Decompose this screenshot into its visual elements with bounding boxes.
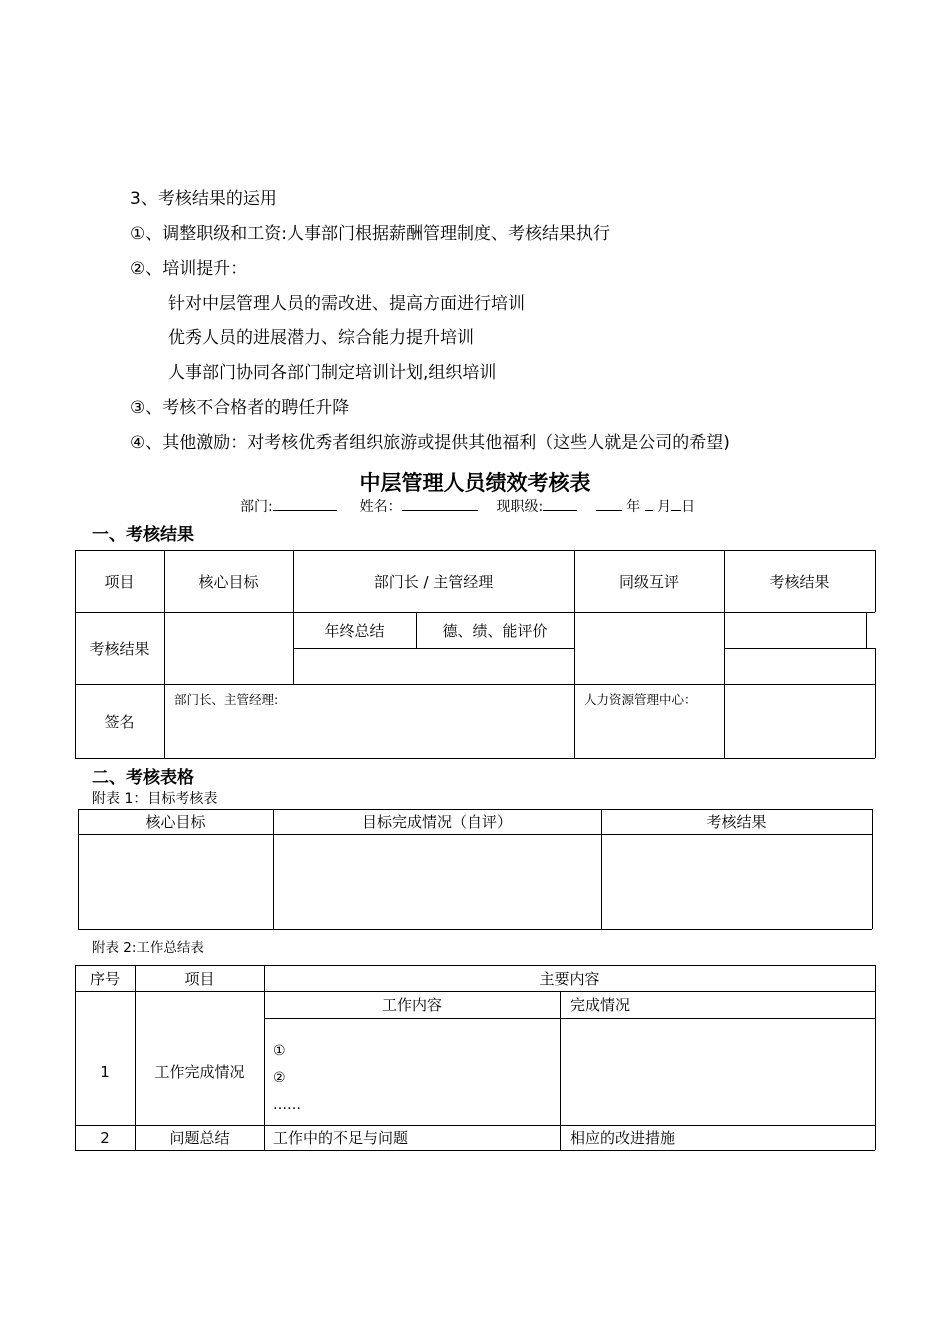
row-2-item: 问题总结 [169, 1129, 230, 1147]
row-1-no: 1 [100, 1062, 110, 1081]
month-label: 月 [657, 499, 672, 515]
name-label: 姓名： [359, 499, 402, 515]
row-label-result: 考核结果 [89, 639, 150, 658]
header-result: 考核结果 [769, 572, 830, 591]
summary-header-item: 项目 [184, 969, 215, 988]
row-2-content: 工作中的不足与问题 [273, 1129, 409, 1147]
summary-subheader-status: 完成情况 [570, 996, 631, 1014]
level-field[interactable] [543, 496, 577, 511]
dept-field[interactable] [273, 496, 337, 511]
dept-label: 部门: [240, 499, 273, 515]
header-core-goal: 核心目标 [198, 572, 259, 591]
sign-manager-label: 部门长、主管经理: [174, 692, 279, 707]
list-item-3: ③、考核不合格者的聘任升降 [130, 398, 350, 418]
row-1-content-line-1: ① [273, 1043, 286, 1059]
section-heading: 3、考核结果的运用 [130, 189, 277, 209]
header-item: 项目 [104, 572, 135, 591]
month-field[interactable] [645, 496, 653, 511]
name-field[interactable] [402, 496, 478, 511]
sub-item-1: 针对中层管理人员的需改进、提高方面进行培训 [168, 294, 525, 314]
summary-header-content: 主要内容 [539, 969, 600, 988]
summary-header-no: 序号 [89, 969, 120, 988]
goal-header-core: 核心目标 [145, 813, 206, 831]
day-field[interactable] [671, 496, 681, 511]
subheader-evaluation: 德、绩、能评价 [442, 621, 548, 640]
list-item-4: ④、其他激励：对考核优秀者组织旅游或提供其他福利（这些人就是公司的希望) [130, 433, 730, 453]
day-label: 日 [681, 499, 696, 515]
form-info-line [240, 496, 695, 516]
row-2-status: 相应的改进措施 [570, 1129, 676, 1147]
sign-hr-label: 人力资源管理中心： [584, 692, 697, 707]
summary-subheader-work: 工作内容 [381, 996, 442, 1014]
sub-item-2: 优秀人员的进展潜力、综合能力提升培训 [168, 328, 474, 348]
part1-heading: 一、考核结果 [92, 525, 194, 545]
goal-header-self-eval: 目标完成情况（自评） [361, 813, 512, 831]
header-peer-review: 同级互评 [618, 572, 679, 591]
goal-header-result: 考核结果 [706, 813, 767, 831]
level-label: 现职级: [496, 499, 544, 515]
sub-item-3: 人事部门协同各部门制定培训计划,组织培训 [168, 363, 497, 383]
table2-caption: 附表 2:工作总结表 [92, 940, 204, 956]
row-2-no: 2 [100, 1128, 110, 1147]
row-label-sign: 签名 [104, 712, 135, 731]
header-manager: 部门长 / 主管经理 [373, 572, 494, 591]
list-item-2: ②、培训提升： [130, 259, 248, 279]
row-1-content [273, 1038, 301, 1119]
form-title: 中层管理人员绩效考核表 [359, 471, 591, 495]
row-1-content-line-3: …… [273, 1097, 301, 1113]
part2-heading: 二、考核表格 [92, 768, 194, 788]
subheader-year-summary: 年终总结 [324, 621, 385, 640]
row-1-content-line-2: ② [273, 1070, 286, 1086]
list-item-1: ①、调整职级和工资:人事部门根据薪酬管理制度、考核结果执行 [130, 224, 610, 244]
row-1-item: 工作完成情况 [154, 1063, 245, 1081]
year-label: 年 [626, 499, 641, 515]
table1-caption: 附表 1：目标考核表 [92, 791, 218, 807]
year-field[interactable] [596, 496, 622, 511]
